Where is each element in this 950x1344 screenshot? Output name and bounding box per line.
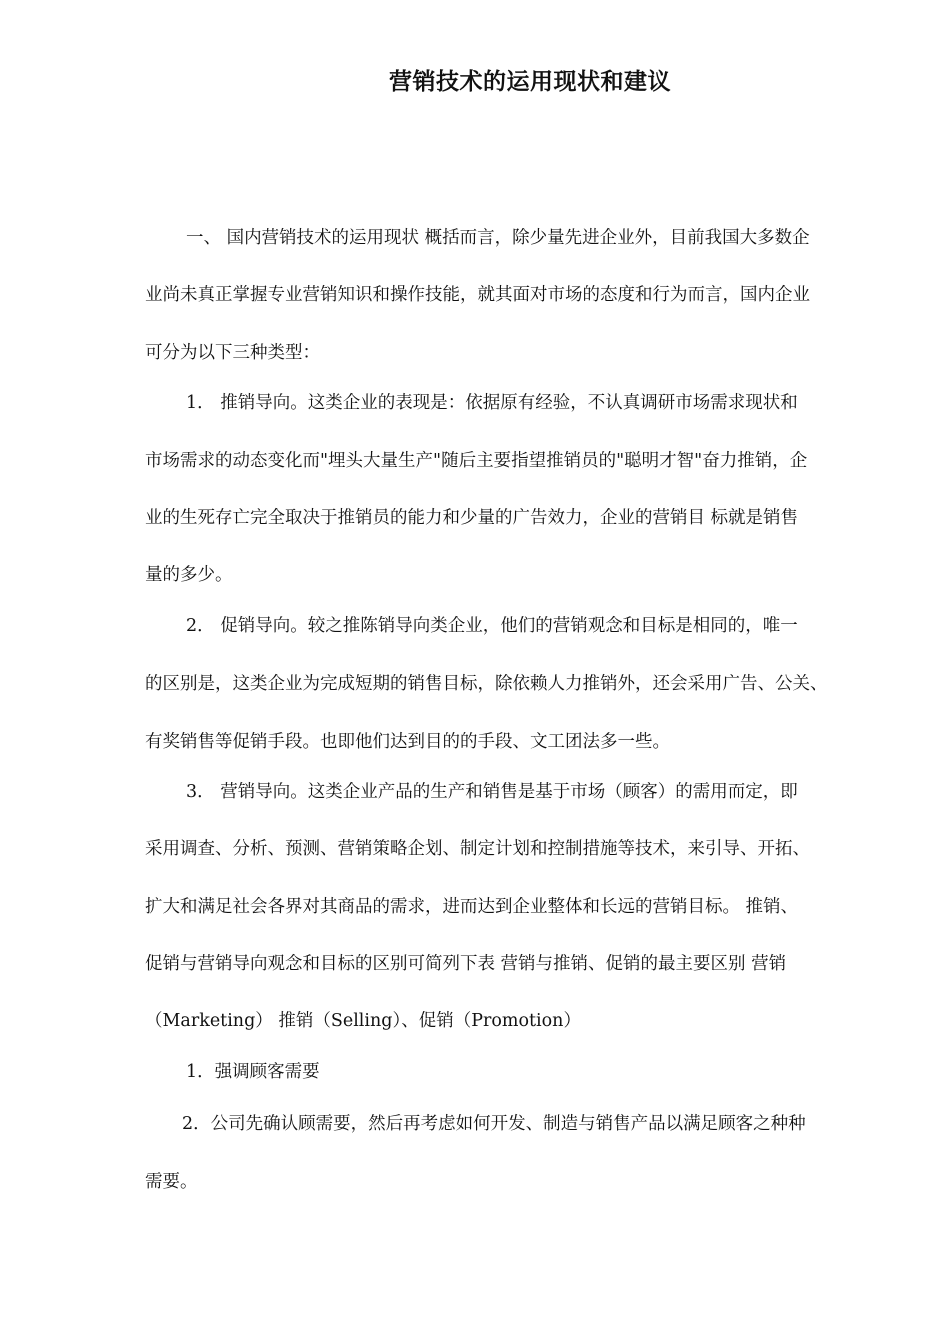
paragraph-line: 促销与营销导向观念和目标的区别可简列下表 营销与推销、促销的最主要区别 营销 xyxy=(145,954,787,974)
list-item: 1．强调顾客需要 xyxy=(186,1062,320,1082)
paragraph-line: （Marketing） 推销（Selling）、促销（Promotion） xyxy=(145,1011,581,1031)
paragraph-line: 1． 推销导向。这类企业的表现是：依据原有经验，不认真调研市场需求现状和 xyxy=(186,393,798,413)
paragraph-line: 业的生死存亡完全取决于推销员的能力和少量的广告效力，企业的营销目 标就是销售 xyxy=(145,508,799,528)
list-item: 2．公司先确认顾需要，然后再考虑如何开发、制造与销售产品以满足顾客之种种 xyxy=(182,1114,806,1134)
paragraph-line: 需要。 xyxy=(145,1172,198,1192)
paragraph-line: 有奖销售等促销手段。也即他们达到目的的手段、文工团法多一些。 xyxy=(145,732,670,752)
paragraph-line: 业尚未真正掌握专业营销知识和操作技能，就其面对市场的态度和行为而言，国内企业 xyxy=(145,285,810,305)
paragraph-line: 的区别是，这类企业为完成短期的销售目标，除依赖人力推销外，还会采用广告、公关、 xyxy=(145,674,828,694)
paragraph-line: 一、 国内营销技术的运用现状 概括而言，除少量先进企业外，目前我国大多数企 xyxy=(186,228,810,248)
paragraph-line: 2． 促销导向。较之推陈销导向类企业，他们的营销观念和目标是相同的，唯一 xyxy=(186,616,798,636)
document-title: 营销技术的运用现状和建议 xyxy=(389,68,671,95)
paragraph-line: 3． 营销导向。这类企业产品的生产和销售是基于市场（顾客）的需用而定，即 xyxy=(186,782,798,802)
paragraph-line: 扩大和满足社会各界对其商品的需求，进而达到企业整体和长远的营销目标。 推销、 xyxy=(145,897,799,917)
paragraph-line: 市场需求的动态变化而"埋头大量生产"随后主要指望推销员的"聪明才智"奋力推销，企 xyxy=(145,451,808,471)
paragraph-line: 采用调查、分析、预测、营销策略企划、制定计划和控制措施等技术，来引导、开拓、 xyxy=(145,839,810,859)
paragraph-line: 可分为以下三种类型： xyxy=(145,343,320,363)
paragraph-line: 量的多少。 xyxy=(145,565,233,585)
